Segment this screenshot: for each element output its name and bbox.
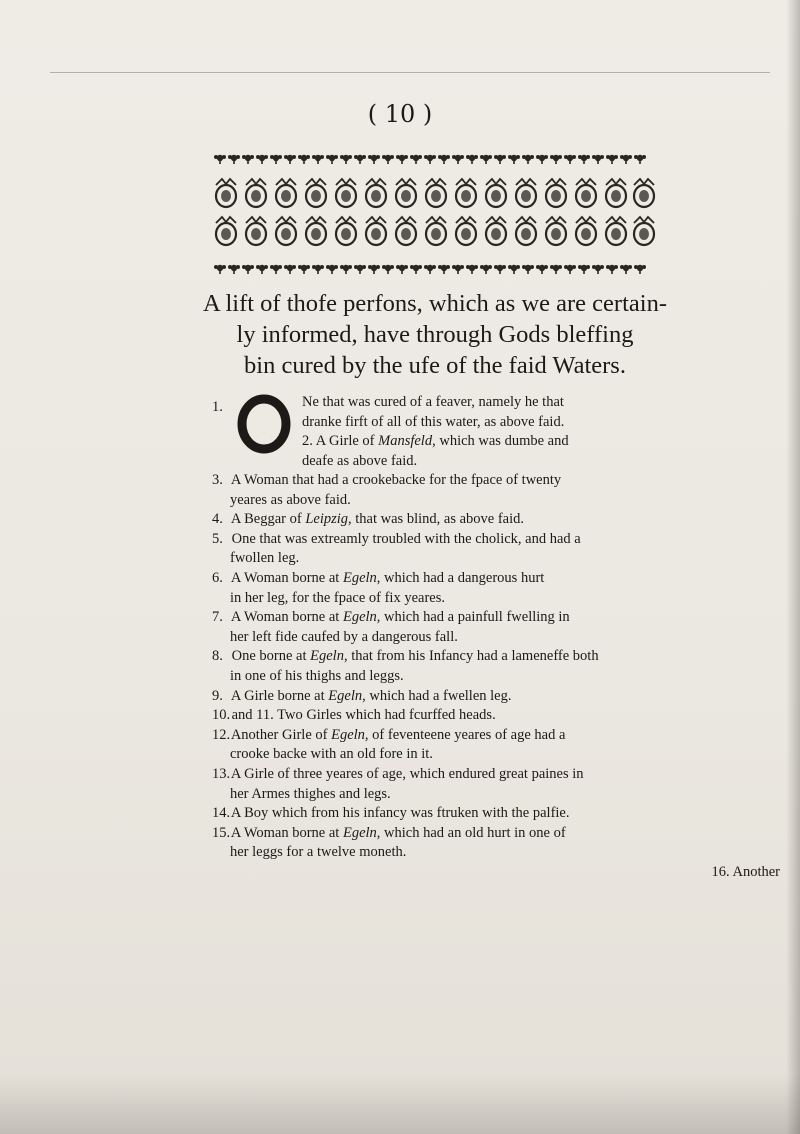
list-entry-continuation — [212, 628, 792, 648]
entry-line: deafe as above faid. — [302, 452, 418, 469]
entry-text: One that was extreamly troubled with the cholick, and had a — [231, 530, 581, 547]
page-number: ( 10 ) — [367, 100, 433, 128]
entry-number: 15. — [212, 824, 231, 841]
list-entry-continuation — [212, 745, 792, 765]
entry-number: 1. — [212, 399, 223, 415]
list-entry-continuation — [212, 491, 792, 511]
drop-cap-initial — [234, 393, 294, 455]
list-entry — [212, 706, 792, 726]
list-entry — [212, 530, 792, 550]
entry-text: A Girle borne at Egeln, which had a fwellen leg. — [230, 687, 512, 704]
list-entry-continuation — [212, 549, 792, 569]
entry-text: fwollen leg. — [230, 550, 300, 567]
entry-line: Ne that was cured of a feaver, namely he that — [302, 394, 564, 410]
list-entry — [212, 608, 792, 628]
list-entry-continuation — [212, 589, 792, 609]
entries-continued — [212, 471, 792, 863]
ornament-row-medals-2 — [216, 217, 654, 245]
entry-text: A Woman borne at Egeln, which had a dangerous hurt — [230, 569, 545, 586]
entry-text: and 11. Two Girles which had fcurffed heads. — [231, 707, 496, 724]
list-entry — [212, 647, 792, 667]
list-entry-continuation — [212, 843, 792, 863]
entry-text: A Woman that had a crookebacke for the fpace of twenty — [230, 472, 562, 488]
entry-number: 3. — [212, 472, 223, 488]
entry-text: in her leg, for the fpace of fix yeares. — [230, 589, 445, 606]
entry-text: A Woman borne at Egeln, which had an old hurt in one of — [230, 824, 566, 841]
entry-text: One borne at Egeln, that from his Infancy had a lameneffe both — [231, 648, 599, 665]
entry-number: 7. — [212, 609, 223, 626]
list-entry — [212, 804, 792, 824]
page-edge-shadow — [786, 0, 800, 1134]
entry-text: her leggs for a twelve moneth. — [230, 844, 407, 861]
list-entry-continuation — [212, 667, 792, 687]
heading-line: ly informed, have through Gods bleffing — [236, 321, 634, 348]
entry-text: yeares as above faid. — [230, 491, 351, 508]
page-bottom-shadow — [0, 1074, 800, 1134]
entry-line: dranke firft of all of this water, as above faid. — [302, 413, 565, 430]
entry-number: 14. — [212, 805, 231, 822]
entry-number: 8. — [212, 648, 223, 665]
list-entry — [212, 726, 792, 746]
entry-text: Another Girle of Egeln, of feventeene yeares of age had a — [230, 726, 566, 743]
entry-number: 5. — [212, 530, 223, 547]
entry-number: 13. — [212, 765, 231, 782]
list-entry — [212, 510, 792, 530]
entry-line: 2. A Girle of Mansfeld, which was dumbe and — [302, 433, 569, 450]
entry-text: her left fide caufed by a dangerous fall. — [230, 628, 458, 645]
entry-number: 4. — [212, 511, 223, 528]
ornament-row-bottom — [214, 265, 646, 274]
entry-text: crooke backe with an old fore in it. — [230, 746, 433, 763]
entry-text: A Boy which from his infancy was ftruken with the palfie. — [230, 805, 570, 822]
entry-text: A Woman borne at Egeln, which had a painfull fwelling in — [230, 609, 570, 626]
list-heading — [140, 288, 730, 381]
ornament-band — [212, 148, 657, 280]
entry-number: 9. — [212, 687, 223, 704]
ornament-row-top — [214, 155, 646, 164]
drop-cap-letter: O — [263, 433, 265, 434]
catchword: 16. Another — [711, 863, 780, 880]
list-entry — [212, 569, 792, 589]
entry-number: 6. — [212, 569, 223, 586]
list-entry — [212, 824, 792, 844]
entry-text: A Girle of three yeares of age, which endured great paines in — [230, 765, 584, 782]
list-entry — [212, 687, 792, 707]
list-entry — [212, 471, 792, 491]
heading-line: bin cured by the ufe of the faid Waters. — [244, 352, 626, 379]
ornament-row-medals-1 — [216, 179, 654, 207]
heading-line: A lift of thofe perfons, which as we are certain- — [203, 290, 667, 317]
top-rule — [50, 72, 770, 73]
list-entry-continuation — [212, 785, 792, 805]
cured-persons-list — [212, 393, 792, 882]
entry-text: her Armes thighes and legs. — [230, 785, 391, 802]
list-entry — [212, 765, 792, 785]
entry-number: 10. — [212, 707, 231, 724]
entry-text: A Beggar of Leipzig, that was blind, as above faid. — [230, 511, 524, 528]
list-entry-1 — [212, 393, 792, 471]
entry-text: in one of his thighs and leggs. — [230, 667, 404, 684]
entry-number: 12. — [212, 726, 231, 743]
